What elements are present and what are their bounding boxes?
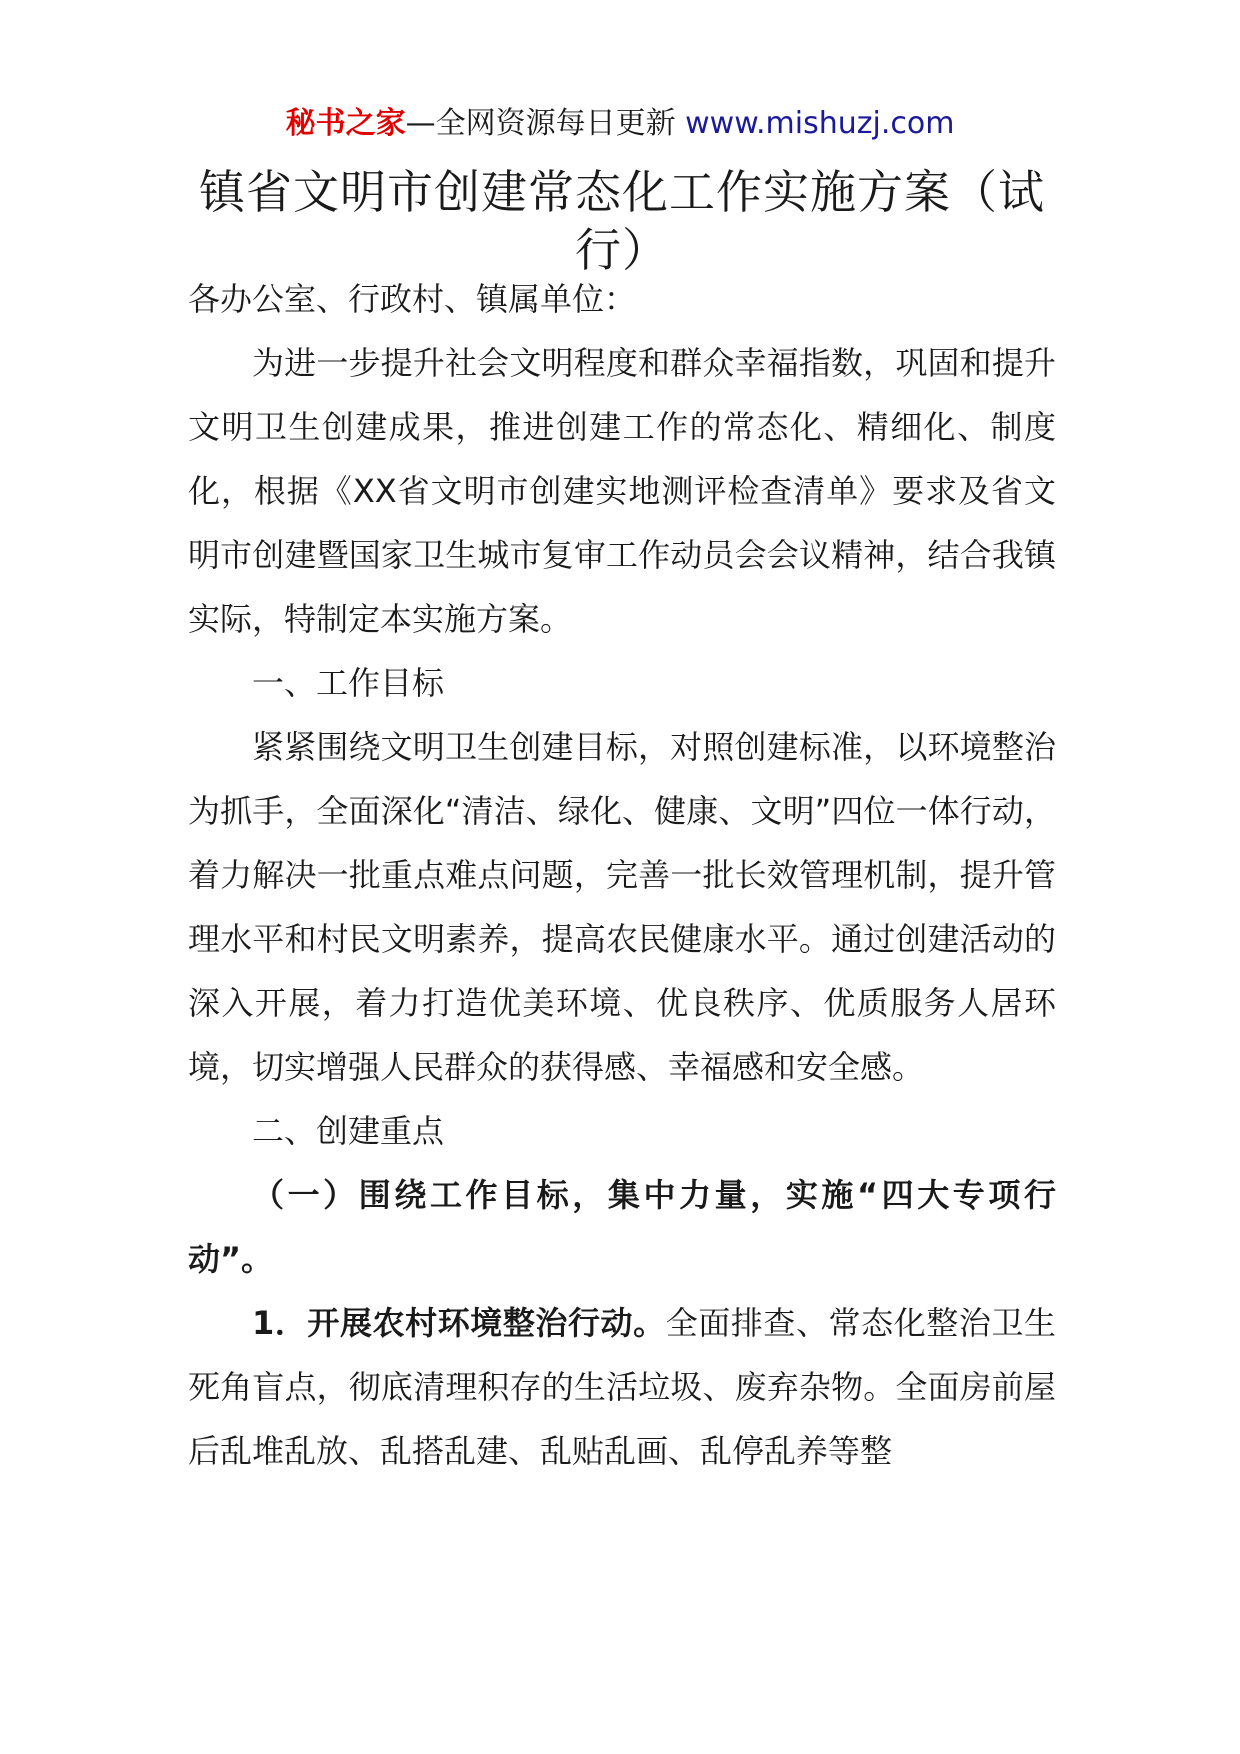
item-1-body: 全面排查、常态化整治卫生死角盲点，彻底清理积存的生活垃圾、废弃杂物。全面房前屋后乱堆乱放、乱搭乱建、乱贴乱画、乱停乱养等整: [188, 1304, 1056, 1470]
section-1-paragraph: 紧紧围绕文明卫生创建目标，对照创建标准，以环境整治为抓手，全面深化“清洁、绿化、健康、文明”四位一体行动，着力解决一批重点难点问题，完善一批长效管理机制，提升管理水平和村民文明素养，提高农民健康水平。通过创建活动的深入开展，着力打造优美环境、优良秩序、优质服务人居环境，切实增强人民群众的获得感、幸福感和安全感。: [188, 728, 1056, 1086]
salutation: 各办公室、行政村、镇属单位：: [188, 280, 637, 318]
subsection-1-heading: （一）围绕工作目标，集中力量，实施“四大专项行动”。: [188, 1176, 1056, 1278]
site-header: [0, 104, 1240, 144]
site-tagline: —全网资源每日更新: [405, 106, 686, 141]
section-1-heading: 一、工作目标: [252, 664, 445, 702]
item-1-label: 1．开展农村环境整治行动。: [252, 1304, 666, 1342]
section-2-heading: 二、创建重点: [252, 1112, 445, 1150]
document-title: 镇省文明市创建常态化工作实施方案（试行）: [199, 165, 1045, 277]
site-url-link[interactable]: www.mishuzj.com: [685, 106, 955, 141]
document-body: [188, 267, 1056, 1483]
item-1-paragraph: [188, 1291, 1056, 1483]
intro-paragraph: 为进一步提升社会文明程度和群众幸福指数，巩固和提升文明卫生创建成果，推进创建工作的常态化、精细化、制度化，根据《XX省文明市创建实地测评检查清单》要求及省文明市创建暨国家卫生城市复审工作动员会会议精神，结合我镇实际，特制定本实施方案。: [188, 344, 1056, 638]
site-brand: 秘书之家: [285, 106, 406, 141]
